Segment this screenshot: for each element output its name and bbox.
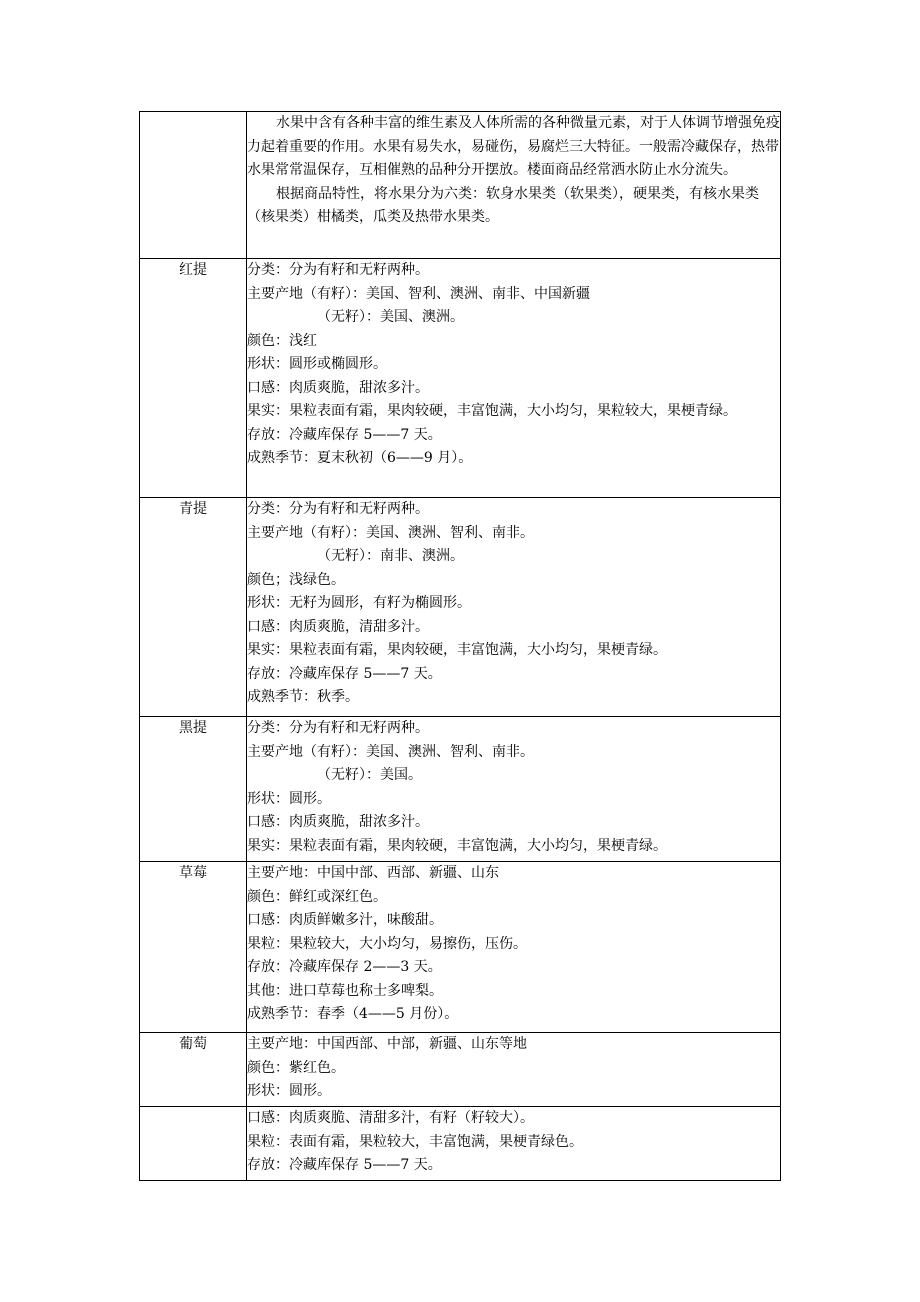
detail-line: 分类：分为有籽和无籽两种。	[247, 501, 429, 517]
table-row	[140, 1107, 781, 1181]
table-row	[140, 717, 781, 862]
detail-line: （无籽）：美国、澳洲。	[317, 309, 464, 325]
detail-line: 形状：圆形或椭圆形。	[247, 356, 387, 372]
detail-line: 口感：肉质爽脆、清甜多汁，有籽（籽较大）。	[247, 1110, 534, 1126]
table-row	[140, 498, 781, 717]
detail-line: 果实：果粒表面有霜，果肉较硬，丰富饱满，大小均匀，果梗青绿。	[247, 642, 667, 658]
detail-line: 成熟季节：秋季。	[247, 689, 359, 705]
detail-line: 形状：无籽为圆形，有籽为椭圆形。	[247, 595, 471, 611]
detail-line: 颜色：鲜红或深红色。	[247, 888, 387, 905]
fruit-name: 青提	[140, 498, 247, 717]
detail-line: 主要产地（有籽）：美国、智利、澳洲、南非、中国新疆	[247, 285, 590, 302]
intro-content-cell	[247, 112, 781, 259]
detail-line: 存放：冷藏库保存 5——7 天。	[247, 426, 442, 443]
detail-line: 颜色：紫红色。	[247, 1059, 345, 1076]
detail-line: 果粒：果粒较大，大小均匀，易擦伤，压伤。	[247, 935, 527, 952]
detail-line: （无籽）：南非、澳洲。	[317, 548, 464, 564]
detail-line: 分类：分为有籽和无籽两种。	[247, 720, 429, 736]
detail-line: 口感：肉质爽脆，甜浓多汁。	[247, 814, 429, 830]
fruit-name	[140, 1107, 247, 1181]
detail-line: 果实：果粒表面有霜，果肉较硬，丰富饱满，大小均匀，果粒较大，果梗青绿。	[247, 403, 737, 419]
fruit-name: 红提	[140, 259, 247, 498]
fruit-details	[247, 1107, 781, 1181]
detail-line: 存放：冷藏库保存 2——3 天。	[247, 959, 442, 975]
fruit-details	[247, 717, 781, 862]
detail-line: 颜色：浅红	[247, 332, 317, 349]
detail-line: 存放：冷藏库保存 5——7 天。	[247, 1157, 442, 1173]
detail-line: 主要产地（有籽）：美国、澳洲、智利、南非。	[247, 524, 534, 541]
detail-line: 果实：果粒表面有霜，果肉较硬，丰富饱满，大小均匀，果梗青绿。	[247, 837, 667, 854]
intro-row	[140, 112, 781, 259]
intro-paragraph: 根据商品特性，将水果分为六类：软身水果类（软果类），硬果类，有核水果类（核果类）柑橘类，瓜类及热带水果类。	[247, 185, 759, 225]
detail-line: 形状：圆形。	[247, 790, 331, 807]
intro-paragraph: 水果中含有各种丰富的维生素及人体所需的各种微量元素，对于人体调节增强免疫力起着重要的作用。水果有易失水，易碰伤，易腐烂三大特征。一般需冷藏保存，热带水果常常温保存，互相催熟的品种分开摆放。楼面商品经常洒水防止水分流失。	[247, 115, 780, 178]
detail-line: 主要产地（有籽）：美国、澳洲、智利、南非。	[247, 743, 534, 760]
detail-line: 口感：肉质鲜嫩多汁，味酸甜。	[247, 912, 443, 928]
fruit-details	[247, 1033, 781, 1107]
table-row	[140, 1033, 781, 1107]
detail-line: 成熟季节：春季（4——5 月份）。	[247, 1006, 459, 1022]
detail-line: 主要产地：中国中部、西部、新疆、山东	[247, 865, 499, 881]
detail-line: 存放：冷藏库保存 5——7 天。	[247, 665, 442, 682]
detail-line: 颜色；浅绿色。	[247, 571, 345, 588]
intro-name-cell	[140, 112, 247, 259]
fruit-name: 葡萄	[140, 1033, 247, 1107]
fruit-details	[247, 498, 781, 717]
detail-line: 分类：分为有籽和无籽两种。	[247, 262, 429, 278]
detail-line: 成熟季节：夏末秋初（6——9 月）。	[247, 450, 473, 466]
fruit-table	[139, 111, 781, 1181]
detail-line: 主要产地：中国西部、中部，新疆、山东等地	[247, 1036, 527, 1052]
fruit-name: 草莓	[140, 862, 247, 1033]
detail-line: 果粒：表面有霜，果粒较大，丰富饱满，果梗青绿色。	[247, 1133, 583, 1150]
fruit-name: 黑提	[140, 717, 247, 862]
detail-line: （无籽）：美国。	[317, 767, 422, 783]
table-row	[140, 862, 781, 1033]
detail-line: 口感：肉质爽脆，清甜多汁。	[247, 618, 429, 635]
fruit-details	[247, 259, 781, 498]
fruit-details	[247, 862, 781, 1033]
table-row	[140, 259, 781, 498]
detail-line: 形状：圆形。	[247, 1083, 331, 1099]
detail-line: 口感：肉质爽脆，甜浓多汁。	[247, 379, 429, 396]
detail-line: 其他：进口草莓也称士多啤梨。	[247, 982, 443, 999]
